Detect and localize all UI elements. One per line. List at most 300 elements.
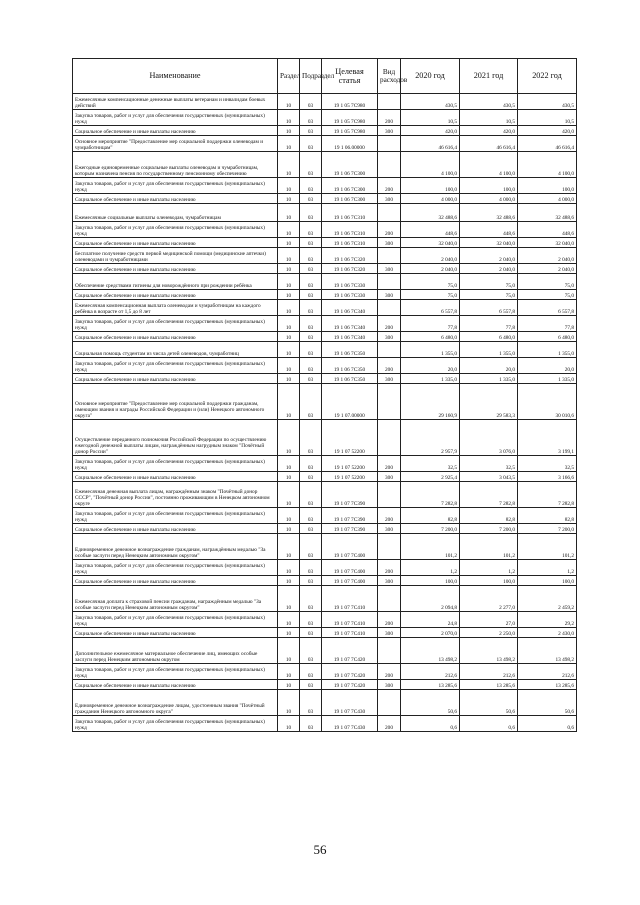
row-value-2021: 420,0 xyxy=(460,126,518,136)
row-section: 10 xyxy=(278,472,300,482)
row-value-2020: 32 040,0 xyxy=(401,238,460,248)
row-value-2022: 82,8 xyxy=(518,508,577,524)
row-expense-type: 300 xyxy=(378,576,401,586)
row-target: 19 1 07 7С420 xyxy=(322,680,378,690)
table-row xyxy=(73,680,577,690)
row-expense-type: 300 xyxy=(378,472,401,482)
row-value-2020: 2 040,0 xyxy=(401,248,460,264)
row-subsection: 03 xyxy=(300,384,322,420)
row-value-2020: 10,5 xyxy=(401,110,460,126)
row-section: 10 xyxy=(278,136,300,152)
row-expense-type: 200 xyxy=(378,358,401,374)
row-name: Закупка товаров, работ и услуг для обеспечения государственных (муниципальных) нужд xyxy=(73,612,278,628)
row-value-2021: 430,5 xyxy=(460,94,518,110)
row-target: 19 1 07 7С410 xyxy=(322,586,378,612)
row-subsection: 03 xyxy=(300,456,322,472)
table-row xyxy=(73,472,577,482)
row-name: Ежемесячные социальные выплаты оленеводам, чумработницам xyxy=(73,204,278,222)
row-value-2021: 32 488,6 xyxy=(460,204,518,222)
row-name: Социальное обеспечение и иные выплаты населению xyxy=(73,290,278,300)
row-section: 10 xyxy=(278,126,300,136)
row-expense-type: 300 xyxy=(378,290,401,300)
row-target: 19 1 07 7С390 xyxy=(322,524,378,534)
row-name: Ежемесячная доплата к страховой пенсии гражданам, награждённым медалью "За особые заслуги перед Ненецким автономным округом" xyxy=(73,586,278,612)
row-value-2021: 27,0 xyxy=(460,612,518,628)
row-expense-type xyxy=(378,300,401,316)
table-row xyxy=(73,110,577,126)
table-row xyxy=(73,638,577,664)
row-name: Ежегодные единовременные социальные выплаты оленеводам и чумработницам, которым назначена пенсия по государственному пенсионному обеспечению xyxy=(73,152,278,178)
row-expense-type: 200 xyxy=(378,178,401,194)
header-2022: 2022 год xyxy=(518,59,577,94)
row-section: 10 xyxy=(278,374,300,384)
row-expense-type: 200 xyxy=(378,560,401,576)
table-row xyxy=(73,290,577,300)
row-target: 19 1 07 7С410 xyxy=(322,612,378,628)
row-section: 10 xyxy=(278,456,300,472)
table-row xyxy=(73,586,577,612)
row-subsection: 03 xyxy=(300,680,322,690)
row-value-2021: 7 282,8 xyxy=(460,482,518,508)
row-subsection: 03 xyxy=(300,690,322,716)
row-expense-type: 300 xyxy=(378,680,401,690)
row-section: 10 xyxy=(278,110,300,126)
row-value-2021: 1 335,0 xyxy=(460,374,518,384)
row-value-2022: 13 285,6 xyxy=(518,680,577,690)
row-value-2020: 100,0 xyxy=(401,576,460,586)
row-section: 10 xyxy=(278,664,300,680)
row-target: 19 1 06 7С310 xyxy=(322,238,378,248)
row-target: 19 1 06 7С330 xyxy=(322,290,378,300)
row-target: 19 1 07 52200 xyxy=(322,472,378,482)
row-expense-type: 300 xyxy=(378,374,401,384)
row-value-2021: 4 100,0 xyxy=(460,152,518,178)
table-row xyxy=(73,690,577,716)
row-value-2020: 13 285,6 xyxy=(401,680,460,690)
row-value-2021: 13 498,2 xyxy=(460,638,518,664)
row-value-2021: 448,6 xyxy=(460,222,518,238)
row-name: Закупка товаров, работ и услуг для обеспечения государственных (муниципальных) нужд xyxy=(73,560,278,576)
row-section: 10 xyxy=(278,204,300,222)
row-expense-type: 200 xyxy=(378,222,401,238)
row-name: Основное мероприятие "Предоставление мер социальной поддержки гражданам, имеющим звания и награды Российской Федерации и (или) Ненецкого автономного округа" xyxy=(73,384,278,420)
row-name: Закупка товаров, работ и услуг для обеспечения государственных (муниципальных) нужд xyxy=(73,508,278,524)
header-subsection: Подраздел xyxy=(300,59,322,94)
row-target: 19 1 07 7С410 xyxy=(322,628,378,638)
row-name: Закупка товаров, работ и услуг для обеспечения государственных (муниципальных) нужд xyxy=(73,716,278,732)
row-value-2022: 1 335,0 xyxy=(518,374,577,384)
row-subsection: 03 xyxy=(300,126,322,136)
row-target: 19 1 07 7С390 xyxy=(322,508,378,524)
row-section: 10 xyxy=(278,238,300,248)
row-name: Осуществление переданного полномочия Российской Федерации по осуществлению ежегодной денежной выплаты лицам, награждённым нагрудным знаком "Почётный донор России" xyxy=(73,420,278,456)
row-subsection: 03 xyxy=(300,628,322,638)
table-row xyxy=(73,716,577,732)
row-subsection: 03 xyxy=(300,290,322,300)
row-section: 10 xyxy=(278,508,300,524)
row-value-2022: 2 459,2 xyxy=(518,586,577,612)
row-value-2022: 32,5 xyxy=(518,456,577,472)
row-target: 19 1 06 7С310 xyxy=(322,204,378,222)
row-expense-type xyxy=(378,586,401,612)
row-target: 19 1 07 7С420 xyxy=(322,664,378,680)
row-value-2022: 75,0 xyxy=(518,290,577,300)
row-name: Закупка товаров, работ и услуг для обеспечения государственных (муниципальных) нужд xyxy=(73,456,278,472)
row-expense-type: 200 xyxy=(378,612,401,628)
row-expense-type xyxy=(378,204,401,222)
row-value-2020: 2 040,0 xyxy=(401,264,460,274)
header-2021: 2021 год xyxy=(460,59,518,94)
table-row xyxy=(73,456,577,472)
row-section: 10 xyxy=(278,248,300,264)
row-name: Единовременное денежное вознаграждение гражданам, награждённым медалью "За особые заслуги перед Ненецким автономным округом" xyxy=(73,534,278,560)
row-section: 10 xyxy=(278,384,300,420)
table-row xyxy=(73,264,577,274)
row-name: Социальное обеспечение и иные выплаты населению xyxy=(73,264,278,274)
row-section: 10 xyxy=(278,716,300,732)
row-subsection: 03 xyxy=(300,94,322,110)
row-name: Социальное обеспечение и иные выплаты населению xyxy=(73,332,278,342)
row-value-2020: 100,0 xyxy=(401,178,460,194)
row-value-2021: 82,8 xyxy=(460,508,518,524)
row-subsection: 03 xyxy=(300,274,322,290)
row-name: Социальное обеспечение и иные выплаты населению xyxy=(73,524,278,534)
row-expense-type xyxy=(378,534,401,560)
row-target: 19 1 07 52200 xyxy=(322,456,378,472)
row-expense-type: 300 xyxy=(378,524,401,534)
row-value-2022: 13 498,2 xyxy=(518,638,577,664)
row-expense-type: 200 xyxy=(378,110,401,126)
row-name: Закупка товаров, работ и услуг для обеспечения государственных (муниципальных) нужд xyxy=(73,664,278,680)
row-name: Закупка товаров, работ и услуг для обеспечения государственных (муниципальных) нужд xyxy=(73,178,278,194)
row-target: 19 1 06 7С320 xyxy=(322,264,378,274)
row-subsection: 03 xyxy=(300,374,322,384)
table-row xyxy=(73,420,577,456)
row-value-2022: 3 166,6 xyxy=(518,472,577,482)
row-value-2021: 1,2 xyxy=(460,560,518,576)
row-expense-type: 300 xyxy=(378,332,401,342)
row-expense-type: 300 xyxy=(378,194,401,204)
row-section: 10 xyxy=(278,420,300,456)
row-value-2020: 75,0 xyxy=(401,274,460,290)
row-value-2020: 82,8 xyxy=(401,508,460,524)
row-subsection: 03 xyxy=(300,136,322,152)
header-section: Раздел xyxy=(278,59,300,94)
row-value-2022: 100,0 xyxy=(518,178,577,194)
row-subsection: 03 xyxy=(300,664,322,680)
row-target: 19 1 07 7С420 xyxy=(322,638,378,664)
row-target: 19 1 06 7С340 xyxy=(322,316,378,332)
row-value-2022: 430,5 xyxy=(518,94,577,110)
row-expense-type: 200 xyxy=(378,456,401,472)
row-value-2022: 32 488,6 xyxy=(518,204,577,222)
row-value-2021: 4 000,0 xyxy=(460,194,518,204)
header-2020: 2020 год xyxy=(401,59,460,94)
row-section: 10 xyxy=(278,586,300,612)
row-section: 10 xyxy=(278,482,300,508)
row-name: Социальное обеспечение и иные выплаты населению xyxy=(73,680,278,690)
row-value-2020: 2 957,9 xyxy=(401,420,460,456)
row-value-2020: 7 200,0 xyxy=(401,524,460,534)
row-subsection: 03 xyxy=(300,482,322,508)
row-expense-type: 200 xyxy=(378,716,401,732)
row-name: Дополнительное ежемесячное материальное обеспечение лиц, имеющих особые заслуги перед Ненецким автономным округом xyxy=(73,638,278,664)
row-section: 10 xyxy=(278,576,300,586)
row-subsection: 03 xyxy=(300,222,322,238)
row-section: 10 xyxy=(278,628,300,638)
row-name: Закупка товаров, работ и услуг для обеспечения государственных (муниципальных) нужд xyxy=(73,110,278,126)
row-target: 19 1 07 7С390 xyxy=(322,482,378,508)
row-expense-type xyxy=(378,342,401,358)
row-value-2021: 2 277,0 xyxy=(460,586,518,612)
row-value-2022: 4 100,0 xyxy=(518,152,577,178)
row-target: 19 1 06 7С300 xyxy=(322,194,378,204)
row-expense-type: 300 xyxy=(378,264,401,274)
row-value-2021: 32 040,0 xyxy=(460,238,518,248)
table-row xyxy=(73,628,577,638)
row-subsection: 03 xyxy=(300,524,322,534)
row-value-2021: 2 040,0 xyxy=(460,264,518,274)
row-value-2020: 430,5 xyxy=(401,94,460,110)
row-value-2022: 6 557,8 xyxy=(518,300,577,316)
row-value-2022: 6 480,0 xyxy=(518,332,577,342)
row-value-2020: 50,6 xyxy=(401,690,460,716)
row-value-2021: 100,0 xyxy=(460,178,518,194)
row-subsection: 03 xyxy=(300,472,322,482)
row-expense-type: 200 xyxy=(378,664,401,680)
row-value-2022: 20,0 xyxy=(518,358,577,374)
header-expense-type: Вид расходов xyxy=(378,59,401,94)
row-target: 19 1 06 7С330 xyxy=(322,274,378,290)
table-row xyxy=(73,482,577,508)
row-section: 10 xyxy=(278,290,300,300)
header-target: Целевая статья xyxy=(322,59,378,94)
row-target: 19 1 06 7С300 xyxy=(322,178,378,194)
row-target: 19 1 06 7С350 xyxy=(322,342,378,358)
row-name: Социальная помощь студентам из числа детей оленеводов, чумработниц xyxy=(73,342,278,358)
row-section: 10 xyxy=(278,94,300,110)
row-name: Закупка товаров, работ и услуг для обеспечения государственных (муниципальных) нужд xyxy=(73,222,278,238)
row-section: 10 xyxy=(278,342,300,358)
row-name: Социальное обеспечение и иные выплаты населению xyxy=(73,238,278,248)
page-number: 56 xyxy=(313,842,327,857)
table-row xyxy=(73,126,577,136)
row-expense-type xyxy=(378,384,401,420)
row-subsection: 03 xyxy=(300,300,322,316)
header-name: Наименование xyxy=(73,59,278,94)
row-value-2022: 2 040,0 xyxy=(518,248,577,264)
row-value-2021: 6 480,0 xyxy=(460,332,518,342)
row-value-2022: 10,5 xyxy=(518,110,577,126)
row-target: 19 1 07 7С400 xyxy=(322,576,378,586)
row-subsection: 03 xyxy=(300,238,322,248)
row-name: Обеспечение средствами гигиены для новорождённого при рождении ребёнка xyxy=(73,274,278,290)
row-section: 10 xyxy=(278,178,300,194)
table-row xyxy=(73,204,577,222)
table-row xyxy=(73,534,577,560)
row-value-2020: 420,0 xyxy=(401,126,460,136)
row-value-2022: 46 616,4 xyxy=(518,136,577,152)
row-name: Социальное обеспечение и иные выплаты населению xyxy=(73,374,278,384)
table-row xyxy=(73,332,577,342)
row-expense-type xyxy=(378,248,401,264)
row-expense-type: 300 xyxy=(378,628,401,638)
row-expense-type: 200 xyxy=(378,316,401,332)
row-value-2022: 2 040,0 xyxy=(518,264,577,274)
table-row xyxy=(73,136,577,152)
row-value-2022: 7 200,0 xyxy=(518,524,577,534)
row-value-2021: 2 250,0 xyxy=(460,628,518,638)
row-value-2020: 2 094,8 xyxy=(401,586,460,612)
row-expense-type xyxy=(378,274,401,290)
row-value-2020: 101,2 xyxy=(401,534,460,560)
row-section: 10 xyxy=(278,690,300,716)
row-value-2021: 75,0 xyxy=(460,290,518,300)
row-value-2021: 29 583,3 xyxy=(460,384,518,420)
table-row xyxy=(73,274,577,290)
row-expense-type xyxy=(378,152,401,178)
row-subsection: 03 xyxy=(300,178,322,194)
table-row xyxy=(73,152,577,178)
table-row xyxy=(73,524,577,534)
row-value-2020: 0,6 xyxy=(401,716,460,732)
table-row xyxy=(73,300,577,316)
row-section: 10 xyxy=(278,332,300,342)
row-subsection: 03 xyxy=(300,316,322,332)
row-name: Социальное обеспечение и иные выплаты населению xyxy=(73,472,278,482)
row-target: 19 1 07 7С430 xyxy=(322,716,378,732)
row-expense-type xyxy=(378,638,401,664)
row-value-2020: 6 480,0 xyxy=(401,332,460,342)
row-value-2021: 32,5 xyxy=(460,456,518,472)
row-target: 19 1 06 7С320 xyxy=(322,248,378,264)
budget-table xyxy=(72,58,577,732)
row-target: 19 1 07 7С400 xyxy=(322,534,378,560)
row-expense-type xyxy=(378,690,401,716)
row-name: Бесплатное получение средств первой медицинской помощи (медицинские аптечки) оленеводами и чумработницами xyxy=(73,248,278,264)
row-value-2020: 212,6 xyxy=(401,664,460,680)
row-section: 10 xyxy=(278,358,300,374)
row-section: 10 xyxy=(278,152,300,178)
row-value-2021: 50,6 xyxy=(460,690,518,716)
row-target: 19 1 07 52200 xyxy=(322,420,378,456)
row-value-2020: 32,5 xyxy=(401,456,460,472)
row-name: Ежемесячная денежная выплата лицам, награждённым знаком "Почётный донор СССР", "Почётный донор России", постоянно проживающим в Ненецком автономном округе xyxy=(73,482,278,508)
row-target: 19 1 05 7С980 xyxy=(322,94,378,110)
row-section: 10 xyxy=(278,194,300,204)
row-subsection: 03 xyxy=(300,152,322,178)
row-section: 10 xyxy=(278,274,300,290)
row-section: 10 xyxy=(278,638,300,664)
row-value-2022: 1 355,0 xyxy=(518,342,577,358)
row-name: Социальное обеспечение и иные выплаты населению xyxy=(73,628,278,638)
table-row xyxy=(73,222,577,238)
table-row xyxy=(73,316,577,332)
row-subsection: 03 xyxy=(300,204,322,222)
table-row xyxy=(73,664,577,680)
row-value-2020: 4 100,0 xyxy=(401,152,460,178)
row-value-2021: 6 557,8 xyxy=(460,300,518,316)
row-section: 10 xyxy=(278,560,300,576)
row-subsection: 03 xyxy=(300,332,322,342)
row-section: 10 xyxy=(278,612,300,628)
row-expense-type xyxy=(378,420,401,456)
row-value-2021: 1 355,0 xyxy=(460,342,518,358)
row-value-2021: 46 616,4 xyxy=(460,136,518,152)
row-value-2022: 1,2 xyxy=(518,560,577,576)
row-expense-type xyxy=(378,94,401,110)
row-expense-type xyxy=(378,136,401,152)
row-value-2020: 24,8 xyxy=(401,612,460,628)
row-value-2020: 46 616,4 xyxy=(401,136,460,152)
row-name: Ежемесячная компенсационная выплата оленеводам и чумработницам на каждого ребёнка в возрасте от 1,5 до 8 лет xyxy=(73,300,278,316)
row-value-2021: 0,6 xyxy=(460,716,518,732)
row-value-2020: 75,0 xyxy=(401,290,460,300)
row-name: Социальное обеспечение и иные выплаты населению xyxy=(73,576,278,586)
row-target: 19 1 06 7С340 xyxy=(322,332,378,342)
row-value-2022: 420,0 xyxy=(518,126,577,136)
row-target: 19 1 06 7С340 xyxy=(322,300,378,316)
row-value-2020: 1 335,0 xyxy=(401,374,460,384)
row-subsection: 03 xyxy=(300,612,322,628)
row-value-2021: 77,8 xyxy=(460,316,518,332)
table-row xyxy=(73,508,577,524)
row-subsection: 03 xyxy=(300,508,322,524)
table-row xyxy=(73,374,577,384)
row-value-2022: 77,8 xyxy=(518,316,577,332)
row-section: 10 xyxy=(278,316,300,332)
row-value-2021: 7 200,0 xyxy=(460,524,518,534)
row-subsection: 03 xyxy=(300,194,322,204)
row-value-2020: 13 498,2 xyxy=(401,638,460,664)
row-value-2022: 212,6 xyxy=(518,664,577,680)
row-value-2020: 32 488,6 xyxy=(401,204,460,222)
row-section: 10 xyxy=(278,680,300,690)
row-value-2022: 29,2 xyxy=(518,612,577,628)
row-subsection: 03 xyxy=(300,586,322,612)
row-value-2021: 20,0 xyxy=(460,358,518,374)
row-target: 19 1 06 7С350 xyxy=(322,358,378,374)
row-value-2020: 1 355,0 xyxy=(401,342,460,358)
row-subsection: 03 xyxy=(300,560,322,576)
row-value-2020: 77,8 xyxy=(401,316,460,332)
row-value-2022: 7 282,8 xyxy=(518,482,577,508)
row-value-2022: 0,6 xyxy=(518,716,577,732)
row-value-2020: 6 557,8 xyxy=(401,300,460,316)
row-value-2022: 100,0 xyxy=(518,576,577,586)
row-section: 10 xyxy=(278,300,300,316)
row-subsection: 03 xyxy=(300,576,322,586)
row-value-2020: 2 925,4 xyxy=(401,472,460,482)
row-value-2021: 10,5 xyxy=(460,110,518,126)
row-name: Ежемесячные компенсационные денежные выплаты ветеранам и инвалидам боевых действий xyxy=(73,94,278,110)
row-target: 19 1 05 7С980 xyxy=(322,126,378,136)
row-value-2022: 75,0 xyxy=(518,274,577,290)
row-value-2021: 75,0 xyxy=(460,274,518,290)
row-subsection: 03 xyxy=(300,638,322,664)
row-name: Закупка товаров, работ и услуг для обеспечения государственных (муниципальных) нужд xyxy=(73,358,278,374)
table-row xyxy=(73,612,577,628)
row-value-2022: 30 010,6 xyxy=(518,384,577,420)
row-name: Основное мероприятие "Предоставление мер социальной поддержки оленеводам и чумработницам" xyxy=(73,136,278,152)
table-row xyxy=(73,178,577,194)
row-target: 19 1 06 7С300 xyxy=(322,152,378,178)
row-subsection: 03 xyxy=(300,716,322,732)
row-target: 19 1 06.00000 xyxy=(322,136,378,152)
row-value-2020: 4 000,0 xyxy=(401,194,460,204)
row-value-2021: 100,0 xyxy=(460,576,518,586)
row-name: Закупка товаров, работ и услуг для обеспечения государственных (муниципальных) нужд xyxy=(73,316,278,332)
